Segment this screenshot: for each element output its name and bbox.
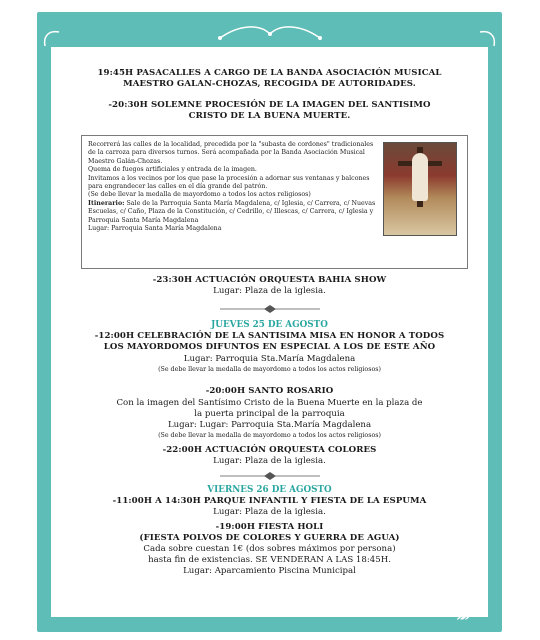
- paragraph: Quema de fuegos artificiales y entrada de la imagen.: [88, 166, 257, 174]
- event-title: -22:00H ACTUACIÓN ORQUESTA COLORES: [162, 445, 377, 455]
- event-title: -11:00H A 14:30H PARQUE INFANTIL Y FIESTA DE LA ESPUMA: [112, 496, 427, 506]
- figure-shape: [412, 153, 428, 201]
- event-misa: [51, 331, 488, 353]
- event-colores: [51, 445, 488, 467]
- event-line: hasta fin de existencias. SE VENDERAN A LAS 18:45H.: [148, 555, 391, 565]
- event-place: Lugar: Lugar: Parroquia Sta.María Magdalena: [167, 420, 372, 430]
- paragraph: (Se debe llevar la medalla de mayordomo a todos los actos religiosos): [88, 191, 311, 199]
- scroll-ornament-icon: [210, 22, 330, 44]
- event-line: CRISTO DE LA BUENA MUERTE.: [188, 111, 351, 121]
- place: Lugar: Parroquia Santa María Magdalena: [88, 225, 222, 233]
- event-note: (Se debe llevar la medalla de mayordomo a todos los actos religiosos): [158, 432, 381, 439]
- event-line: Cada sobre cuestan 1€ (dos sobres máximos por persona): [143, 544, 396, 554]
- corner-ornament-icon: [39, 26, 61, 48]
- event-rosario-title: -20:00H SANTO ROSARIO: [205, 386, 334, 396]
- event-place: Lugar: Plaza de la iglesia.: [213, 507, 326, 517]
- next-page-arrows-icon[interactable]: »»: [456, 609, 467, 625]
- event-title: -23:30H ACTUACIÓN ORQUESTA BAHIA SHOW: [152, 275, 387, 285]
- event-line: la puerta principal de la parroquia: [194, 409, 345, 419]
- ornament-divider-icon: [220, 305, 320, 313]
- event-bahia: [51, 275, 488, 297]
- event-note: (Se debe llevar la medalla de mayordomo a todos los actos religiosos): [158, 366, 381, 373]
- ornament-divider-icon: [220, 472, 320, 480]
- event-line: LOS MAYORDOMOS DIFUNTOS EN ESPECIAL A LOS DE ESTE AÑO: [103, 342, 436, 352]
- event-parque: [51, 496, 488, 518]
- event-place: Lugar: Parroquia Sta.María Magdalena: [183, 354, 356, 364]
- date-jueves: JUEVES 25 DE AGOSTO: [211, 320, 328, 330]
- event-line: 19:45H PASACALLES A CARGO DE LA BANDA ASOCIACIÓN MUSICAL: [97, 68, 442, 78]
- procession-details: [88, 141, 378, 233]
- event-holi: [51, 522, 488, 577]
- event-line: MAESTRO GALAN-CHOZAS, RECOGIDA DE AUTORIDADES.: [123, 79, 416, 89]
- teal-frame: [37, 12, 502, 632]
- event-pasacalles: [51, 68, 488, 90]
- date-viernes: VIERNES 26 DE AGOSTO: [207, 485, 332, 495]
- event-line: Con la imagen del Santísimo Cristo de la Buena Muerte en la plaza de: [116, 398, 423, 408]
- event-rosario: [51, 398, 488, 431]
- event-line: -12:00H CELEBRACIÓN DE LA SANTISIMA MISA EN HONOR A TODOS: [94, 331, 445, 341]
- paragraph: Recorrerá las calles de la localidad, precedida por la "subasta de cordones" tradicionales de la carroza para diversos turnos. Será acompañada por la Banda Asociación Musical Maestro Galán-Chozas.: [88, 141, 374, 165]
- itinerary: [88, 200, 378, 225]
- event-subtitle: (FIESTA POLVOS DE COLORES Y GUERRA DE AGUA): [139, 533, 400, 543]
- event-title: -19:00H FIESTA HOLI: [215, 522, 324, 532]
- itinerary-label: Itinerario:: [88, 199, 125, 207]
- christ-procession-image: [383, 142, 457, 236]
- event-line: -20:30H SOLEMNE PROCESIÓN DE LA IMAGEN DEL SANTISIMO: [108, 100, 431, 110]
- corner-ornament-icon: [478, 26, 500, 48]
- itinerary-text: Sale de la Parroquia Santa María Magdalena, c/ Iglesia, c/ Carrera, c/ Nuevas Escuelas, c/ Caño, Plaza de la Constitución, c/ Cedrillo, c/ Illescas, c/ Carrera, c/ Iglesia y Parroquia Santa María Magdalena: [88, 199, 376, 224]
- event-place: Lugar: Plaza de la iglesia.: [213, 456, 326, 466]
- event-place: Lugar: Aparcamiento Piscina Municipal: [183, 566, 356, 576]
- event-procesion: [51, 100, 488, 122]
- event-place: Lugar: Plaza de la iglesia.: [213, 286, 326, 296]
- program-page: [51, 47, 488, 617]
- procession-info-box: [81, 135, 468, 269]
- paragraph: Invitamos a los vecinos por los que pase la procesión a adornar sus ventanas y balcones para engrandecer las calles en el día grande del patrón.: [88, 174, 370, 191]
